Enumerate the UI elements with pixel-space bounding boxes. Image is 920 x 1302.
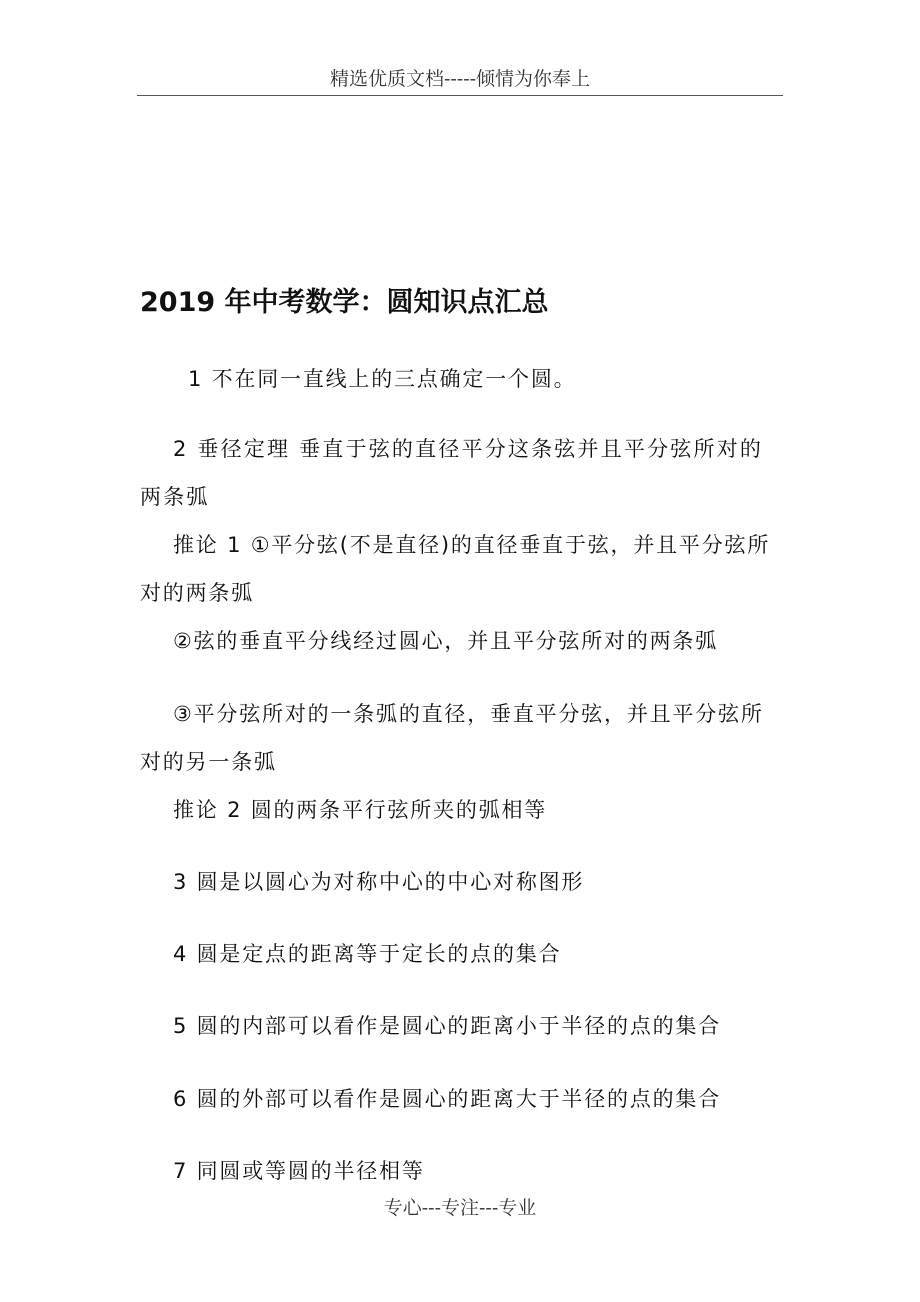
paragraph-6: 6 圆的外部可以看作是圆心的距离大于半径的点的集合 bbox=[173, 1087, 722, 1111]
paragraph-corollary-2: 推论 2 圆的两条平行弦所夹的弧相等 bbox=[173, 798, 548, 822]
paragraph-corollary-1-item-2: ②弦的垂直平分线经过圆心，并且平分弦所对的两条弧 bbox=[173, 629, 719, 653]
page-footer: 专心---专注---专业 bbox=[383, 1197, 537, 1219]
page-header: 精选优质文档-----倾情为你奉上 bbox=[329, 68, 591, 90]
paragraph-3: 3 圆是以圆心为对称中心的中心对称图形 bbox=[173, 870, 585, 894]
paragraph-corollary-1-item-3: ③平分弦所对的一条弧的直径，垂直平分弦，并且平分弦所对的另一条弧 bbox=[140, 702, 764, 774]
paragraph-7: 7 同圆或等圆的半径相等 bbox=[173, 1159, 425, 1183]
paragraph-corollary-1: 推论 1 ①平分弦(不是直径)的直径垂直于弦，并且平分弦所对的两条弧 bbox=[140, 533, 771, 605]
paragraph-4: 4 圆是定点的距离等于定长的点的集合 bbox=[173, 942, 562, 966]
paragraph-5: 5 圆的内部可以看作是圆心的距离小于半径的点的集合 bbox=[173, 1014, 722, 1038]
paragraph-1: 1 不在同一直线上的三点确定一个圆。 bbox=[188, 367, 577, 391]
paragraph-2: 2 垂径定理 垂直于弦的直径平分这条弦并且平分弦所对的两条弧 bbox=[140, 437, 764, 509]
header-divider bbox=[137, 95, 783, 96]
page-title: 2019 年中考数学：圆知识点汇总 bbox=[140, 287, 549, 318]
